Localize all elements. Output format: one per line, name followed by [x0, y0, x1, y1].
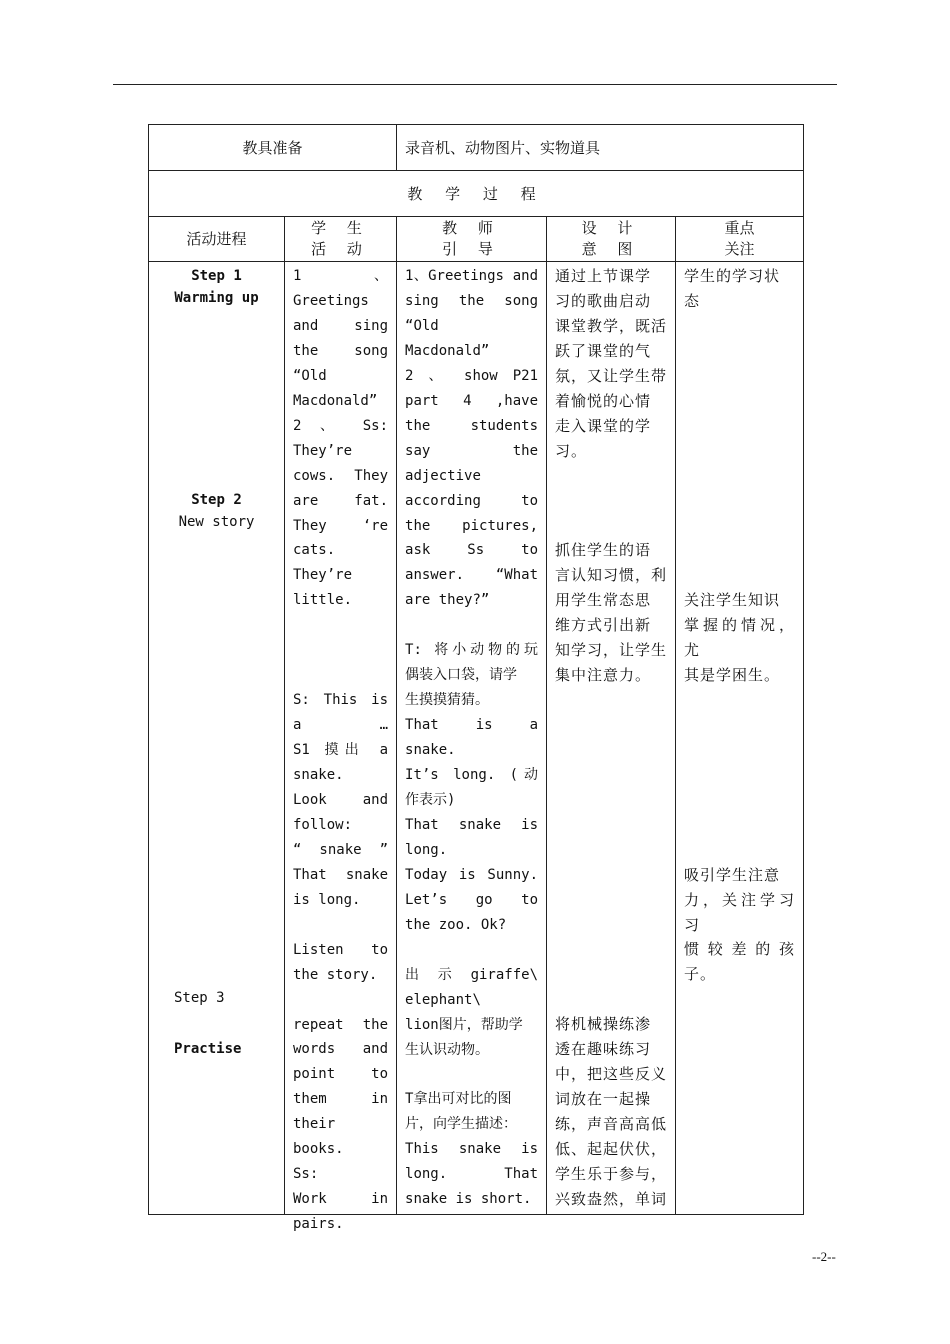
design-line: 习的歌曲启动: [555, 291, 652, 310]
focus-line: [684, 364, 795, 389]
teacher-line: answer. “What: [405, 567, 539, 584]
focus-line: 学生的学习状: [684, 267, 781, 285]
student-line: the story.: [293, 966, 378, 983]
student-line: 1、Greetings: [293, 268, 389, 309]
student-line: books.: [293, 1141, 344, 1158]
teacher-line: the students: [405, 417, 539, 434]
design-line: 课堂教学，既活: [555, 316, 668, 335]
design-line: [555, 464, 667, 489]
design-line: [555, 738, 667, 763]
teacher-line: 生认识动物。: [405, 1041, 490, 1058]
student-line: Work in: [293, 1191, 389, 1208]
design-intent-cell: [547, 262, 676, 1215]
teacher-line: adjective: [405, 467, 481, 484]
student-line: [293, 913, 388, 938]
focus-lines: [684, 264, 795, 987]
design-line: 走入课堂的学: [555, 416, 652, 435]
student-line: “ snake ”: [293, 841, 389, 858]
design-line: 知学习，让学生: [555, 641, 668, 660]
design-line: [555, 688, 667, 713]
student-line: their: [293, 1116, 336, 1133]
prep-value: 录音机、动物图片、实物道具: [397, 125, 804, 171]
focus-line: 惯较差的孩子。: [684, 940, 796, 984]
teacher-line: 出 示 giraffe\: [405, 966, 539, 983]
student-line: and sing: [293, 317, 389, 334]
design-line: 氛，又让学生带: [555, 366, 668, 385]
teacher-line: ask Ss to: [405, 542, 539, 559]
student-line: Ss:: [293, 1166, 319, 1183]
header-teacher: [397, 217, 547, 262]
header-design-line2: 意 图: [581, 240, 641, 258]
student-line: them in: [293, 1091, 389, 1108]
focus-line: [684, 439, 795, 464]
header-focus: [676, 217, 804, 262]
design-line: [555, 863, 667, 888]
header-teacher-line2: 引 导: [442, 240, 501, 258]
teacher-line: 偶装入口袋，请学: [405, 667, 518, 684]
teacher-line: 2 、 show P21: [405, 367, 539, 384]
student-line: little.: [293, 592, 353, 609]
teacher-line: snake.: [405, 742, 456, 759]
header-student-line2: 活 动: [311, 240, 370, 258]
student-line: “Old: [293, 367, 327, 384]
header-design: [547, 217, 676, 262]
teacher-line: are they?”: [405, 592, 490, 609]
student-line: [293, 988, 388, 1013]
focus-line: [684, 538, 795, 563]
teacher-line: T拿出可对比的图: [405, 1091, 512, 1108]
design-line: [555, 763, 667, 788]
design-line: 言认知习惯，利: [555, 566, 668, 585]
design-line: 词放在一起操: [555, 1090, 652, 1109]
header-student: [285, 217, 397, 262]
design-line: [555, 888, 667, 913]
design-line: [555, 489, 667, 514]
focus-line: 吸引学生注意: [684, 865, 781, 884]
design-line: 通过上节课学: [555, 267, 652, 285]
teacher-line: Today is Sunny.: [405, 866, 539, 883]
focus-line: 掌握的情况，尤: [684, 616, 796, 660]
design-line: 兴致盎然，单词: [555, 1190, 668, 1209]
student-line: snake.: [293, 767, 344, 784]
focus-line: [684, 563, 795, 588]
focus-line: [684, 738, 795, 763]
student-line: a …: [293, 717, 389, 734]
step3-title: Step 3: [174, 990, 225, 1006]
focus-line: 关注学生知识: [684, 591, 781, 610]
student-line: repeat the: [293, 1016, 389, 1033]
student-line: 2 、 Ss:: [293, 417, 389, 434]
design-line: 练，声音高高低: [555, 1115, 668, 1134]
student-line: Listen to: [293, 941, 389, 958]
step3-subtitle: Practise: [174, 1041, 242, 1057]
student-line: follow:: [293, 816, 353, 833]
design-line: [555, 514, 667, 539]
teacher-line: according to: [405, 492, 539, 509]
focus-line: [684, 464, 795, 489]
header-activity: [149, 217, 285, 262]
teacher-line: That snake is: [405, 816, 539, 833]
design-line: 习。: [555, 441, 588, 460]
design-line: 中，把这些反义: [555, 1065, 668, 1084]
student-line: [293, 613, 388, 638]
teacher-line: 1、Greetings and: [405, 268, 539, 284]
design-line: 着愉悦的心情: [555, 391, 652, 410]
header-teacher-line1: 教 师: [442, 219, 501, 237]
design-line: [555, 987, 667, 1012]
teacher-line: the zoo. Ok?: [405, 916, 507, 933]
teacher-line: lion图片，帮助学: [405, 1016, 523, 1033]
teacher-line: Let’s go to: [405, 891, 539, 908]
header-design-line1: 设 计: [581, 219, 641, 237]
student-line: cows. They: [293, 467, 389, 484]
teacher-line: [405, 1062, 538, 1087]
student-line: They’re: [293, 567, 353, 584]
student-line: [293, 663, 388, 688]
focus-line: 力，关注学习习: [684, 890, 796, 934]
design-line: [555, 913, 667, 938]
focus-line: [684, 488, 795, 513]
student-line: They’re: [293, 442, 353, 459]
design-line: 低、起起伏伏，: [555, 1140, 668, 1159]
focus-line: [684, 813, 795, 838]
design-line: 维方式引出新: [555, 616, 652, 635]
teacher-line: say the: [405, 442, 539, 459]
teacher-line: That is a: [405, 717, 539, 734]
focus-line: 态: [684, 291, 701, 310]
focus-line: [684, 838, 795, 863]
student-line: They ‘re: [293, 517, 389, 534]
teacher-line: This snake is: [405, 1141, 539, 1158]
teacher-line: long. That: [405, 1166, 539, 1183]
teacher-line: Macdonald”: [405, 342, 490, 359]
header-activity-label: 活动进程: [186, 229, 247, 248]
teacher-line: the pictures,: [405, 517, 539, 534]
teacher-line: 作表示): [405, 792, 456, 808]
student-line: the song: [293, 342, 389, 359]
header-focus-line1: 重点: [724, 219, 755, 237]
teacher-line: 生摸摸猜猜。: [405, 692, 490, 709]
design-line: [555, 788, 667, 813]
focus-line: [684, 314, 795, 339]
teacher-line: 片，向学生描述：: [405, 1116, 518, 1133]
design-line: [555, 962, 667, 987]
steps-cell: [149, 262, 285, 1215]
teacher-line: part 4 ,have: [405, 392, 539, 409]
student-line: pairs.: [293, 1216, 344, 1233]
student-activity-lines: [293, 264, 388, 1237]
student-line: is long.: [293, 891, 361, 908]
design-line: 抓住学生的语: [555, 541, 652, 560]
teacher-line: T: 将小动物的玩: [405, 642, 539, 659]
student-activity-cell: [285, 262, 397, 1233]
student-line: Look and: [293, 791, 389, 808]
student-line: [293, 638, 388, 663]
teacher-line: long.: [405, 841, 448, 858]
focus-line: [684, 763, 795, 788]
teacher-line: It’s long. (动: [405, 767, 539, 784]
design-line: 集中注意力。: [555, 666, 652, 685]
prep-label: 教具准备: [149, 125, 397, 171]
page-number: --2--: [812, 1249, 836, 1264]
design-line: [555, 838, 667, 863]
design-line: 透在趣味练习: [555, 1040, 652, 1059]
student-line: are fat.: [293, 492, 389, 509]
teacher-line: snake is short.: [405, 1191, 532, 1208]
step1-title: Step 1: [191, 268, 242, 284]
focus-line: [684, 389, 795, 414]
step2-subtitle: New story: [178, 514, 255, 530]
step2-title: Step 2: [191, 492, 242, 508]
process-title: 教 学 过 程: [149, 171, 804, 217]
teacher-line: sing the song: [405, 292, 539, 309]
focus-line: [684, 688, 795, 713]
teacher-line: “Old: [405, 317, 439, 334]
focus-line: [684, 339, 795, 364]
header-student-line1: 学 生: [311, 219, 370, 237]
design-line: [555, 938, 667, 963]
teacher-line: elephant\: [405, 991, 481, 1008]
focus-line: 其是学困生。: [684, 666, 781, 685]
design-line: 将机械操练渗: [555, 1015, 652, 1034]
student-line: That snake: [293, 866, 389, 883]
focus-line: [684, 788, 795, 813]
design-line: 学生乐于参与，: [555, 1165, 668, 1184]
student-line: S: This is: [293, 692, 389, 709]
student-line: S1 摸出 a: [293, 742, 389, 759]
design-intent-lines: [555, 264, 667, 1212]
header-focus-line2: 关注: [724, 240, 755, 258]
student-line: point to: [293, 1066, 389, 1083]
student-line: cats.: [293, 542, 336, 559]
student-line: words and: [293, 1041, 389, 1058]
design-line: [555, 713, 667, 738]
design-line: 跃了课堂的气: [555, 341, 652, 360]
design-line: 用学生常态思: [555, 591, 652, 610]
teacher-guide-cell: [397, 262, 547, 1215]
teacher-guide-lines: [405, 264, 538, 1212]
focus-cell: [676, 262, 804, 1215]
step1-subtitle: Warming up: [174, 290, 259, 306]
teacher-line: [405, 938, 538, 963]
lesson-plan-table: [148, 124, 804, 1233]
student-line: Macdonald”: [293, 392, 378, 409]
header-rule: [113, 84, 837, 85]
teacher-line: [405, 613, 538, 638]
focus-line: [684, 713, 795, 738]
design-line: [555, 813, 667, 838]
focus-line: [684, 414, 795, 439]
focus-line: [684, 513, 795, 538]
